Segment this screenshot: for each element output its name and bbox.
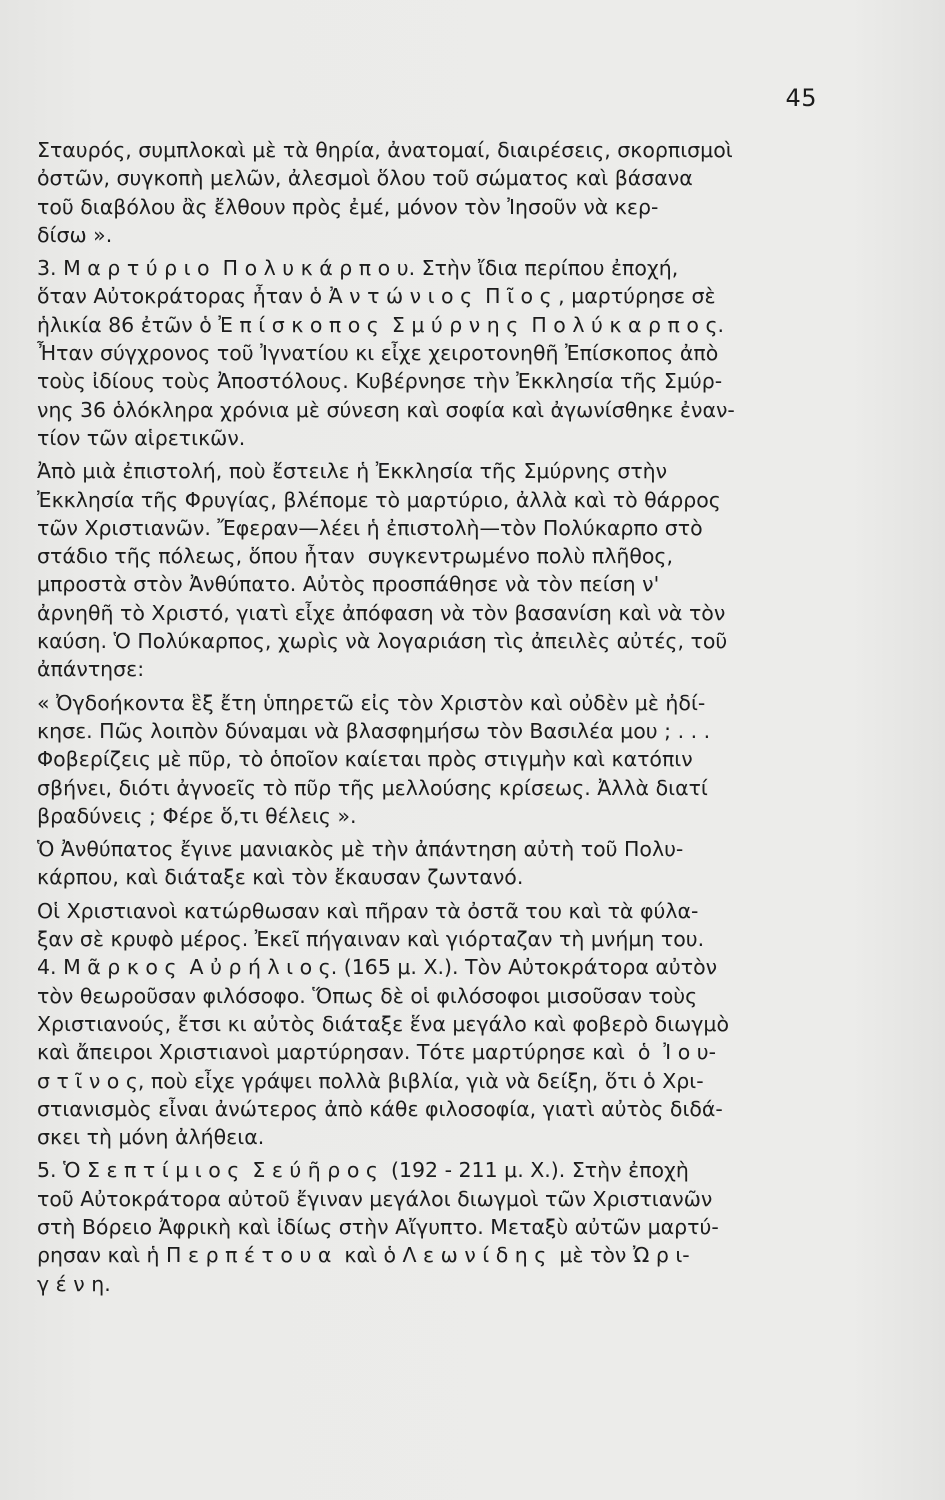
text-line: Σταυρός, συμπλοκαὶ μὲ τὰ θηρία, ἀνατομαί, διαιρέσεις, σκορπισμοὶ	[37, 138, 733, 162]
text-line: Ἐκκλησία τῆς Φρυγίας, βλέπομε τὸ μαρτύριο, ἀλλὰ καὶ τὸ θάρρος	[37, 487, 721, 512]
text-line: Ἀπὸ μιὰ ἐπιστολή, ποὺ ἔστειλε ἡ Ἐκκλησία τῆς Σμύρνης στὴν	[37, 459, 668, 484]
text-line: δίσω ».	[37, 222, 113, 247]
text-line: τοῦ διαβόλου ἂς ἔλθουν πρὸς ἐμέ, μόνον τὸν Ἰησοῦν νὰ κερ-	[37, 194, 659, 219]
body-text	[37, 136, 845, 1298]
text-line: στάδιο τῆς πόλεως, ὅπου ἦταν συγκεντρωμένο πολὺ πλῆθος,	[37, 544, 673, 569]
text-line: Χριστιανούς, ἔτσι κι αὐτὸς διάταξε ἕνα μεγάλο καὶ φοβερὸ διωγμὸ	[37, 1011, 730, 1036]
page-number: 45	[785, 84, 817, 112]
text-line: μπροστὰ στὸν Ἀνθύπατο. Αὐτὸς προσπάθησε νὰ τὸν πείση ν'	[37, 572, 660, 597]
text-line: ξαν σὲ κρυφὸ μέρος. Ἐκεῖ πήγαιναν καὶ γιόρταζαν τὴ μνήμη του.	[37, 927, 705, 952]
text-line: ἡλικία 86 ἐτῶν ὁ Ἐ π ί σ κ ο π ο ς Σ μ ύ ρ ν η ς Π ο λ ύ κ α ρ π ο ς.	[37, 312, 724, 337]
quote-line: βραδύνεις ; Φέρε ὅ,τι θέλεις ».	[37, 803, 357, 828]
text-line: κάρπου, καὶ διάταξε καὶ τὸν ἔκαυσαν ζωντανό.	[37, 865, 524, 890]
quote-line: « Ὀγδοήκοντα ἓξ ἔτη ὑπηρετῶ εἰς τὸν Χριστὸν καὶ οὐδὲν μὲ ἠδί-	[37, 690, 706, 715]
text-line: Οἱ Χριστιανοὶ κατώρθωσαν καὶ πῆραν τὰ ὀστᾶ του καὶ τὰ φύλα-	[37, 898, 699, 923]
text-line: στὴ Βόρειο Ἀφρικὴ καὶ ἰδίως στὴν Αἴγυπτο. Μεταξὺ αὐτῶν μαρτύ-	[37, 1214, 719, 1239]
text-line: τοὺς ἰδίους τοὺς Ἀποστόλους. Κυβέρνησε τὴν Ἐκκλησία τῆς Σμύρ-	[37, 369, 723, 394]
text-line: σκει τὴ μόνη ἀλήθεια.	[37, 1125, 265, 1150]
text-line: ρησαν καὶ ἡ Π ε ρ π έ τ ο υ α καὶ ὁ Λ ε ω ν ί δ η ς μὲ τὸν Ὠ ρ ι-	[37, 1243, 690, 1268]
quote-line: Φοβερίζεις μὲ πῦρ, τὸ ὁποῖον καίεται πρὸς στιγμὴν καὶ κατόπιν	[37, 747, 693, 772]
text-line: σ τ ῖ ν ο ς, ποὺ εἶχε γράψει πολλὰ βιβλία, γιὰ νὰ δείξη, ὅτι ὁ Χρι-	[37, 1068, 704, 1093]
text-line: τίον τῶν αἱρετικῶν.	[37, 425, 246, 450]
text-line: νης 36 ὁλόκληρα χρόνια μὲ σύνεση καὶ σοφία καὶ ἀγωνίσθηκε ἐναν-	[37, 397, 735, 422]
text-line: καύση. Ὁ Πολύκαρπος, χωρὶς νὰ λογαριάση τὶς ἀπειλὲς αὐτές, τοῦ	[37, 629, 728, 654]
quote-line: σβήνει, διότι ἀγνοεῖς τὸ πῦρ τῆς μελλούσης κρίσεως. Ἀλλὰ διατί	[37, 775, 708, 800]
text-line: Ἦταν σύγχρονος τοῦ Ἰγνατίου κι εἶχε χειροτονηθῆ Ἐπίσκοπος ἀπὸ	[37, 341, 719, 366]
text-line: στιανισμὸς εἶναι ἀνώτερος ἀπὸ κάθε φιλοσοφία, γιατὶ αὐτὸς διδά-	[37, 1096, 723, 1121]
text-line: τῶν Χριστιανῶν. Ἔφεραν—λέει ἡ ἐπιστολὴ—τὸν Πολύκαρπο στὸ	[37, 515, 703, 540]
text-line: καὶ ἄπειροι Χριστιανοὶ μαρτύρησαν. Τότε μαρτύρησε καὶ ὁ Ἰ ο υ-	[37, 1040, 717, 1065]
text-line: Ὁ Ἀνθύπατος ἔγινε μανιακὸς μὲ τὴν ἀπάντηση αὐτὴ τοῦ Πολυ-	[37, 837, 684, 862]
text-line: γ έ ν η.	[37, 1271, 111, 1296]
text-line: τὸν θεωροῦσαν φιλόσοφο. Ὅπως δὲ οἱ φιλόσοφοι μισοῦσαν τοὺς	[37, 983, 698, 1008]
text-line: ὅταν Αὐτοκράτορας ἦταν ὁ Ἀ ν τ ώ ν ι ο ς Π ῖ ο ς , μαρτύρησε σὲ	[37, 284, 716, 309]
section-5-heading-line: 5. Ὁ Σ ε π τ ί μ ι ο ς Σ ε ύ ῆ ρ ο ς (192 - 211 μ. Χ.). Στὴν ἐποχὴ	[37, 1158, 689, 1183]
text-line: ἀρνηθῆ τὸ Χριστό, γιατὶ εἶχε ἀπόφαση νὰ τὸν βασανίση καὶ νὰ τὸν	[37, 600, 726, 625]
text-line: τοῦ Αὐτοκράτορα αὐτοῦ ἔγιναν μεγάλοι διωγμοὶ τῶν Χριστιανῶν	[37, 1186, 713, 1211]
section-4-heading-line: 4. Μ ᾶ ρ κ ο ς Α ὐ ρ ή λ ι ο ς. (165 μ. Χ.). Τὸν Αὐτοκράτορα αὐτὸν	[37, 955, 718, 980]
text-line: ἀπάντησε:	[37, 657, 145, 682]
quote-line: κησε. Πῶς λοιπὸν δύναμαι νὰ βλασφημήσω τὸν Βασιλέα μου ; . . .	[37, 718, 711, 743]
text-line: ὀστῶν, συγκοπὴ μελῶν, ἀλεσμοὶ ὅλου τοῦ σώματος καὶ βάσανα	[37, 166, 693, 191]
section-3-heading-line: 3. Μ α ρ τ ύ ρ ι ο Π ο λ υ κ ά ρ π ο υ. Στὴν ἴδια περίπου ἐποχή,	[37, 256, 679, 281]
